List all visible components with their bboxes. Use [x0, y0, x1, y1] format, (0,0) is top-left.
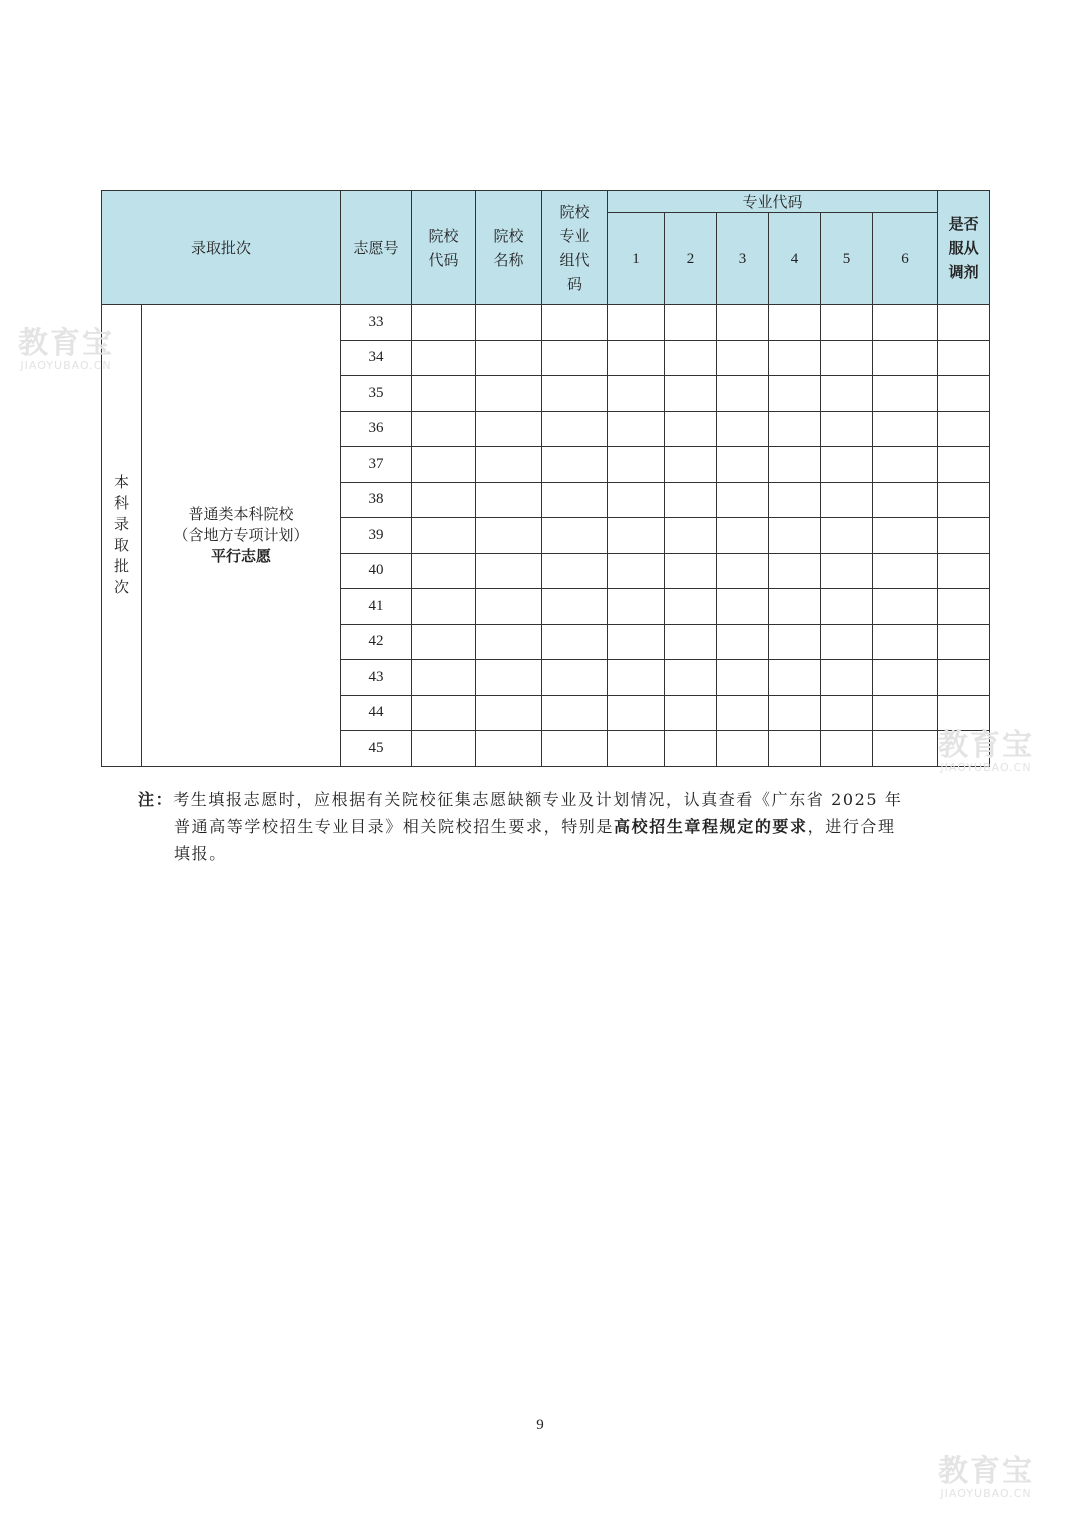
note-label: 注： — [138, 790, 174, 809]
header-major-col-4: 4 — [769, 213, 821, 305]
college-code-cell[interactable] — [412, 411, 476, 447]
volunteer-number: 34 — [341, 340, 412, 376]
major-code-cell[interactable] — [873, 518, 938, 554]
major-code-cell[interactable] — [769, 518, 821, 554]
college-name-cell[interactable] — [476, 447, 542, 483]
college-name-cell[interactable] — [476, 482, 542, 518]
adjust-cell[interactable] — [938, 482, 990, 518]
header-major-col-3: 3 — [717, 213, 769, 305]
major-code-cell[interactable] — [873, 695, 938, 731]
note-text-4: 填报。 — [174, 844, 227, 863]
major-code-cell[interactable] — [665, 518, 717, 554]
major-code-cell[interactable] — [608, 411, 665, 447]
volunteer-number: 37 — [341, 447, 412, 483]
volunteer-number: 44 — [341, 695, 412, 731]
major-code-cell[interactable] — [717, 624, 769, 660]
major-code-cell[interactable] — [769, 340, 821, 376]
major-code-cell[interactable] — [608, 482, 665, 518]
major-code-cell[interactable] — [821, 411, 873, 447]
major-code-cell[interactable] — [717, 518, 769, 554]
major-code-cell[interactable] — [608, 376, 665, 412]
major-code-cell[interactable] — [769, 660, 821, 696]
major-code-cell[interactable] — [665, 447, 717, 483]
major-code-cell[interactable] — [821, 624, 873, 660]
college-name-cell[interactable] — [476, 589, 542, 625]
major-code-cell[interactable] — [769, 553, 821, 589]
college-name-cell[interactable] — [476, 660, 542, 696]
major-code-cell[interactable] — [717, 411, 769, 447]
major-code-cell[interactable] — [769, 589, 821, 625]
header-major-col-2: 2 — [665, 213, 717, 305]
volunteer-number: 41 — [341, 589, 412, 625]
adjust-cell[interactable] — [938, 340, 990, 376]
major-group-code-cell[interactable] — [542, 482, 608, 518]
volunteer-number: 43 — [341, 660, 412, 696]
major-group-code-cell[interactable] — [542, 695, 608, 731]
adjust-cell[interactable] — [938, 376, 990, 412]
major-code-cell[interactable] — [608, 660, 665, 696]
header-college-name: 院校 名称 — [476, 191, 542, 305]
note-text-2: 普通高等学校招生专业目录》相关院校招生要求，特别是 — [174, 817, 615, 836]
major-code-cell[interactable] — [821, 447, 873, 483]
batch-vertical-label: 本 科 录 取 批 次 — [102, 305, 142, 767]
major-group-code-cell[interactable] — [542, 589, 608, 625]
major-group-code-cell[interactable] — [542, 624, 608, 660]
college-name-cell[interactable] — [476, 553, 542, 589]
major-code-cell[interactable] — [608, 553, 665, 589]
volunteer-number: 40 — [341, 553, 412, 589]
major-group-code-cell[interactable] — [542, 518, 608, 554]
major-group-code-cell[interactable] — [542, 447, 608, 483]
major-code-cell[interactable] — [665, 340, 717, 376]
college-code-cell[interactable] — [412, 340, 476, 376]
header-major-col-6: 6 — [873, 213, 938, 305]
adjust-cell[interactable] — [938, 660, 990, 696]
college-name-cell[interactable] — [476, 376, 542, 412]
major-code-cell[interactable] — [769, 731, 821, 767]
sub-batch-label: 普通类本科院校 （含地方专项计划） 平行志愿 — [142, 305, 341, 767]
header-major-code: 专业代码 — [608, 191, 938, 213]
watermark-logo: 教育宝 JIAOYUBAO.CN — [938, 728, 1034, 774]
volunteer-number: 38 — [341, 482, 412, 518]
note-text-1: 考生填报志愿时，应根据有关院校征集志愿缺额专业及计划情况，认真查看《广东省 2025 年 — [173, 790, 903, 809]
header-major-col-1: 1 — [608, 213, 665, 305]
note-block — [138, 786, 998, 867]
major-code-cell[interactable] — [769, 305, 821, 341]
major-code-cell[interactable] — [717, 553, 769, 589]
major-code-cell[interactable] — [608, 447, 665, 483]
adjust-cell[interactable] — [938, 447, 990, 483]
major-group-code-cell[interactable] — [542, 731, 608, 767]
major-code-cell[interactable] — [665, 731, 717, 767]
major-code-cell[interactable] — [769, 624, 821, 660]
note-highlight: 高校招生章程规定的要求 — [614, 817, 808, 836]
college-code-cell[interactable] — [412, 376, 476, 412]
major-code-cell[interactable] — [769, 411, 821, 447]
major-code-cell[interactable] — [717, 340, 769, 376]
major-code-cell[interactable] — [821, 589, 873, 625]
major-code-cell[interactable] — [769, 695, 821, 731]
header-major-col-5: 5 — [821, 213, 873, 305]
college-code-cell[interactable] — [412, 447, 476, 483]
major-code-cell[interactable] — [873, 624, 938, 660]
major-code-cell[interactable] — [717, 482, 769, 518]
college-name-cell[interactable] — [476, 731, 542, 767]
header-batch: 录取批次 — [102, 191, 341, 305]
major-code-cell[interactable] — [717, 731, 769, 767]
adjust-cell[interactable] — [938, 695, 990, 731]
major-code-cell[interactable] — [665, 411, 717, 447]
major-code-cell[interactable] — [665, 624, 717, 660]
college-code-cell[interactable] — [412, 482, 476, 518]
major-code-cell[interactable] — [608, 589, 665, 625]
adjust-cell[interactable] — [938, 518, 990, 554]
adjust-cell[interactable] — [938, 305, 990, 341]
volunteer-number: 36 — [341, 411, 412, 447]
major-group-code-cell[interactable] — [542, 305, 608, 341]
major-code-cell[interactable] — [665, 482, 717, 518]
college-code-cell[interactable] — [412, 731, 476, 767]
major-code-cell[interactable] — [608, 624, 665, 660]
major-code-cell[interactable] — [821, 553, 873, 589]
college-code-cell[interactable] — [412, 589, 476, 625]
college-name-cell[interactable] — [476, 624, 542, 660]
adjust-cell[interactable] — [938, 411, 990, 447]
volunteer-number: 39 — [341, 518, 412, 554]
major-code-cell[interactable] — [873, 376, 938, 412]
major-code-cell[interactable] — [873, 411, 938, 447]
major-code-cell[interactable] — [665, 660, 717, 696]
college-code-cell[interactable] — [412, 624, 476, 660]
college-name-cell[interactable] — [476, 411, 542, 447]
major-code-cell[interactable] — [608, 518, 665, 554]
major-code-cell[interactable] — [873, 340, 938, 376]
volunteer-form-table — [101, 190, 990, 767]
major-code-cell[interactable] — [717, 305, 769, 341]
header-college-code: 院校 代码 — [412, 191, 476, 305]
volunteer-number: 42 — [341, 624, 412, 660]
major-group-code-cell[interactable] — [542, 411, 608, 447]
major-code-cell[interactable] — [821, 660, 873, 696]
major-code-cell[interactable] — [608, 695, 665, 731]
major-code-cell[interactable] — [821, 518, 873, 554]
major-code-cell[interactable] — [608, 731, 665, 767]
adjust-cell[interactable] — [938, 553, 990, 589]
major-code-cell[interactable] — [717, 660, 769, 696]
major-code-cell[interactable] — [873, 305, 938, 341]
major-group-code-cell[interactable] — [542, 340, 608, 376]
major-code-cell[interactable] — [821, 376, 873, 412]
major-code-cell[interactable] — [665, 589, 717, 625]
major-code-cell[interactable] — [717, 695, 769, 731]
note-text-3: ，进行合理 — [807, 817, 896, 836]
major-group-code-cell[interactable] — [542, 660, 608, 696]
major-code-cell[interactable] — [873, 660, 938, 696]
header-major-group-code: 院校 专业 组代 码 — [542, 191, 608, 305]
major-code-cell[interactable] — [821, 340, 873, 376]
major-code-cell[interactable] — [873, 447, 938, 483]
college-name-cell[interactable] — [476, 340, 542, 376]
college-code-cell[interactable] — [412, 518, 476, 554]
watermark-logo: 教育宝 JIAOYUBAO.CN — [18, 326, 114, 372]
major-group-code-cell[interactable] — [542, 376, 608, 412]
volunteer-number: 45 — [341, 731, 412, 767]
major-code-cell[interactable] — [769, 447, 821, 483]
college-name-cell[interactable] — [476, 518, 542, 554]
major-code-cell[interactable] — [821, 695, 873, 731]
header-adjust: 是否 服从 调剂 — [938, 191, 990, 305]
header-volunteer-no: 志愿号 — [341, 191, 412, 305]
college-code-cell[interactable] — [412, 695, 476, 731]
major-code-cell[interactable] — [665, 305, 717, 341]
college-name-cell[interactable] — [476, 695, 542, 731]
major-code-cell[interactable] — [769, 376, 821, 412]
major-code-cell[interactable] — [873, 553, 938, 589]
major-code-cell[interactable] — [821, 731, 873, 767]
volunteer-number: 33 — [341, 305, 412, 341]
major-code-cell[interactable] — [821, 305, 873, 341]
major-code-cell[interactable] — [769, 482, 821, 518]
major-code-cell[interactable] — [873, 589, 938, 625]
major-code-cell[interactable] — [608, 340, 665, 376]
watermark-logo: 教育宝 JIAOYUBAO.CN — [938, 1454, 1034, 1500]
major-code-cell[interactable] — [717, 447, 769, 483]
college-name-cell[interactable] — [476, 305, 542, 341]
major-code-cell[interactable] — [608, 305, 665, 341]
major-code-cell[interactable] — [873, 482, 938, 518]
volunteer-number: 35 — [341, 376, 412, 412]
major-code-cell[interactable] — [821, 482, 873, 518]
major-code-cell[interactable] — [873, 731, 938, 767]
college-code-cell[interactable] — [412, 305, 476, 341]
adjust-cell[interactable] — [938, 624, 990, 660]
major-code-cell[interactable] — [665, 376, 717, 412]
major-code-cell[interactable] — [665, 553, 717, 589]
page-number: 9 — [536, 1417, 544, 1433]
major-code-cell[interactable] — [665, 695, 717, 731]
college-code-cell[interactable] — [412, 553, 476, 589]
major-code-cell[interactable] — [717, 376, 769, 412]
major-group-code-cell[interactable] — [542, 553, 608, 589]
adjust-cell[interactable] — [938, 589, 990, 625]
major-code-cell[interactable] — [717, 589, 769, 625]
college-code-cell[interactable] — [412, 660, 476, 696]
volunteer-rows — [102, 305, 990, 767]
